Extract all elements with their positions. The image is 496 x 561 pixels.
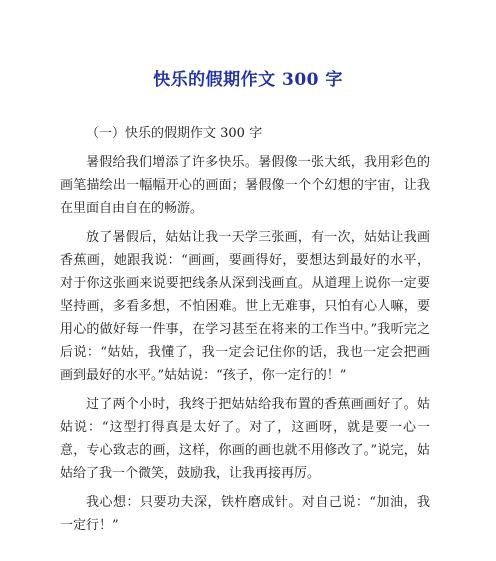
paragraph-3: 过了两个小时，我终于把姑姑给我布置的香蕉画画好了。姑姑说：“这型打得真是太好了。对了，这画呀，就是要一心一意，专心致志的画，这样，你画的画也就不用修改了。”说完，姑姑给了我一个微笑，鼓励我，让我再接再厉。: [60, 397, 430, 481]
paragraph-4: 我心想：只要功夫深，铁杵磨成针。对自己说：“加油，我一定行！”: [60, 495, 430, 533]
paragraph-1: 暑假给我们增添了许多快乐。暑假像一张大纸，我用彩色的画笔描绘出一幅幅开心的画面；暑假像一个个幻想的宇宙，让我在里面自由自在的畅游。: [60, 155, 430, 216]
paragraph-2: 放了暑假后，姑姑让我一天学三张画，有一次，姑姑让我画香蕉画，她跟我说：“画画，要画得好，要想达到最好的水平，对于你这张画来说要把线条从深到浅画直。从道理上说你一定要坚持画，多看多想，不怕困难。世上无难事，只怕有心人嘛，要用心的做好每一件事，在学习甚至在将来的工作当中。”我听完之后说：“姑姑，我懂了，我一定会记住你的话，我也一定会把画画到最好的水平。”姑姑说：“孩子，你一定行的！”: [60, 230, 430, 383]
document-title: 快乐的假期作文 300 字: [153, 70, 343, 90]
section-heading: （一）快乐的假期作文 300 字: [86, 126, 263, 141]
document-body: [60, 122, 430, 543]
